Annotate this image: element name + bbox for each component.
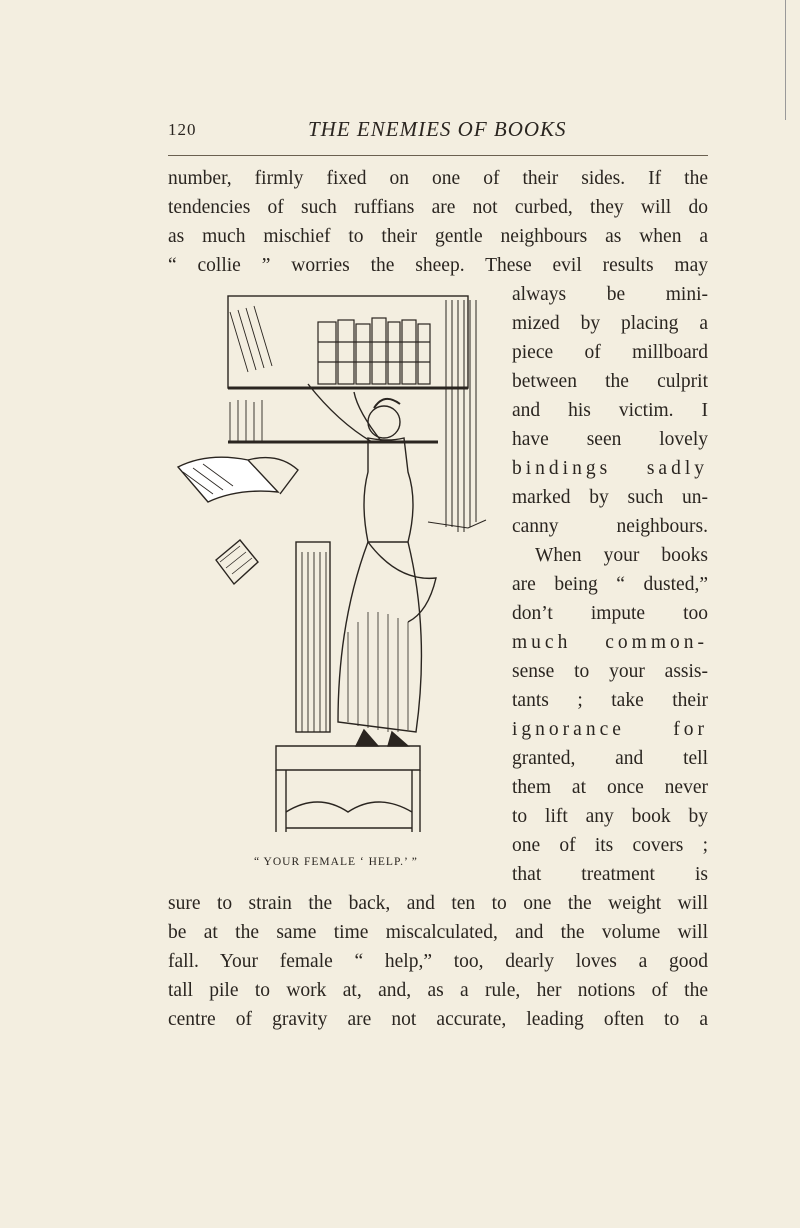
page-header — [168, 117, 708, 150]
text-line: canny neighbours. — [512, 516, 708, 537]
text-line: to lift any book by — [512, 806, 708, 827]
page-number: 120 — [168, 120, 197, 139]
text-line: “ collie ” worries the sheep. These evil results may — [168, 255, 708, 276]
text-line: them at once never — [512, 777, 708, 798]
text-line: granted, and tell — [512, 748, 708, 769]
header-rule — [168, 155, 708, 156]
text-line: number, firmly fixed on one of their sides. If the — [168, 168, 708, 189]
text-line: that treatment is — [512, 864, 708, 885]
running-title: THE ENEMIES OF BOOKS — [308, 117, 567, 141]
text-line: centre of gravity are not accurate, leading often to a — [168, 1009, 708, 1030]
text-line: and his victim. I — [512, 400, 708, 421]
text-line: don’t impute too — [512, 603, 708, 624]
text-line: tall pile to work at, and, as a rule, her notions of the — [168, 980, 708, 1001]
text-line: bindings sadly — [512, 458, 708, 479]
text-line: one of its covers ; — [512, 835, 708, 856]
text-line: sure to strain the back, and ten to one the weight will — [168, 893, 708, 914]
text-line: sense to your assis- — [512, 661, 708, 682]
text-line: always be mini- — [512, 284, 708, 305]
text-line: have seen lovely — [512, 429, 708, 450]
text-line: marked by such un- — [512, 487, 708, 508]
text-line: When your books — [535, 545, 708, 566]
text-line: tants ; take their — [512, 690, 708, 711]
text-line: tendencies of such ruffians are not curbed, they will do — [168, 197, 708, 218]
text-line: ignorance for — [512, 719, 708, 740]
text-line: are being “ dusted,” — [512, 574, 708, 595]
text-line: fall. Your female “ help,” too, dearly loves a good — [168, 951, 708, 972]
figure-caption: “ YOUR FEMALE ‘ HELP.’ ” — [254, 856, 418, 868]
maid-dusting-books-illustration — [168, 292, 490, 852]
text-line: much common- — [512, 632, 708, 653]
text-line: piece of millboard — [512, 342, 708, 363]
page-edge-mark — [785, 0, 800, 120]
text-line: as much mischief to their gentle neighbours as when a — [168, 226, 708, 247]
text-line: mized by placing a — [512, 313, 708, 334]
text-line: between the culprit — [512, 371, 708, 392]
text-line: be at the same time miscalculated, and the volume will — [168, 922, 708, 943]
